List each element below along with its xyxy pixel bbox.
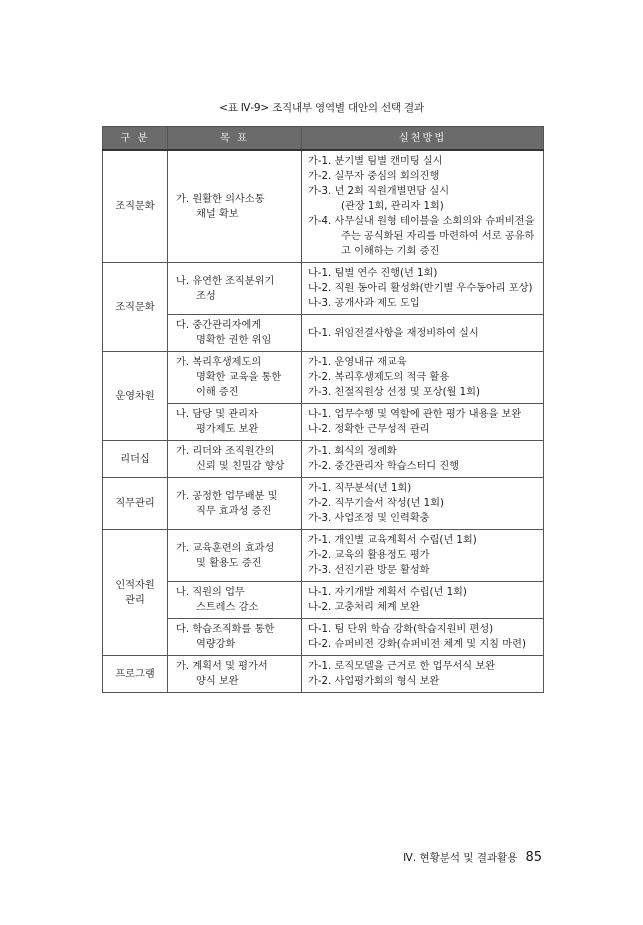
- table-row: [103, 315, 544, 352]
- goal-text: 다. 학습조직화를 통한 역량강화: [176, 624, 275, 650]
- goal-text: 나. 유연한 조직분위기 조성: [176, 275, 275, 302]
- action-item: 가-1. 분기별 팀별 캔미팅 실시: [308, 156, 443, 167]
- action-item: 가-1. 로직모델을 근거로 한 업무서식 보완: [308, 661, 496, 672]
- action-item: 나-1. 업무수행 및 역할에 관한 평가 내용을 보완: [308, 409, 522, 420]
- page-number: 85: [525, 850, 542, 865]
- action-cell: [302, 656, 544, 693]
- goal-cell: [168, 150, 302, 263]
- table-row: [103, 619, 544, 656]
- action-item: 다-2. 슈퍼비전 강화(슈퍼비전 체계 및 지침 마련): [308, 639, 526, 650]
- action-cell: [302, 582, 544, 619]
- goal-cell: [168, 619, 302, 656]
- action-cell: [302, 150, 544, 263]
- category-cell: 조직문화: [103, 263, 168, 352]
- goal-cell: [168, 656, 302, 693]
- action-item: 가-1. 운영내규 재교육: [308, 357, 407, 368]
- goal-cell: [168, 441, 302, 478]
- action-cell: [302, 619, 544, 656]
- header-category: 구 분: [103, 127, 168, 151]
- table-row: [103, 656, 544, 693]
- category-cell: 조직문화: [103, 150, 168, 263]
- action-item: 나-2. 정확한 근무성적 관리: [308, 424, 430, 435]
- action-item: 가-1. 회식의 정례화: [308, 446, 397, 457]
- goal-text: 나. 직원의 업무 스트레스 감소: [176, 587, 259, 613]
- action-item: 나-2. 직원 동아리 활성화(반기별 우수동아리 포상): [308, 283, 533, 294]
- header-goal: 목 표: [168, 127, 302, 151]
- action-item: 가-3. 선진기관 방문 활성화: [308, 565, 430, 576]
- action-item: 다-1. 위임전결사항을 재정비하여 실시: [308, 327, 479, 339]
- goal-cell: [168, 582, 302, 619]
- category-cell: 프로그램: [103, 656, 168, 693]
- action-item: 가-1. 직무분석(년 1회): [308, 483, 412, 494]
- goal-cell: [168, 352, 302, 404]
- action-item: 가-2. 직무기술서 작성(년 1회): [308, 498, 444, 509]
- header-action: 실천방법: [302, 127, 544, 151]
- goal-cell: [168, 478, 302, 530]
- goal-cell: [168, 263, 302, 315]
- table-row: [103, 478, 544, 530]
- action-item: 가-3. 사업조정 및 인력확충: [308, 513, 430, 524]
- action-item: 가-2. 복리후생제도의 적극 활용: [308, 372, 450, 383]
- table-row: [103, 263, 544, 315]
- action-item: 가-3. 친절직원상 선정 및 포상(월 1회): [308, 387, 480, 398]
- action-item: 가-2. 교육의 활용정도 평가: [308, 550, 430, 561]
- action-item: 나-1. 자기개발 계획서 수립(년 1회): [308, 587, 467, 598]
- action-cell: [302, 352, 544, 404]
- action-cell: [302, 404, 544, 441]
- table-row: [103, 530, 544, 582]
- action-cell: [302, 530, 544, 582]
- goal-cell: [168, 315, 302, 352]
- action-item: 가-2. 중간관리자 학습스터디 진행: [308, 461, 460, 472]
- goal-text: 가. 리더와 조직원간의 신뢰 및 친밀감 향상: [176, 446, 285, 472]
- category-cell: 리더십: [103, 441, 168, 478]
- action-item: 가-4. 사무실내 원형 테이블을 소회의와 슈퍼비전을 주는 공식화된 자리를 마련하여 서로 공유하고 이해하는 기회 증진: [308, 216, 535, 257]
- action-item: 나-2. 고충처리 체계 보완: [308, 602, 420, 613]
- goal-text: 가. 계획서 및 평가서 양식 보완: [176, 661, 268, 687]
- goal-text: 다. 중간관리자에게 명확한 권한 위임: [176, 320, 272, 346]
- action-cell: [302, 315, 544, 352]
- action-item: 나-3. 공개사과 제도 도입: [308, 298, 420, 309]
- table-caption: <표 Ⅳ-9> 조직내부 영역별 대안의 선택 결과: [219, 102, 424, 114]
- table-row: [103, 582, 544, 619]
- category-cell: 인적자원 관리: [103, 530, 168, 656]
- goal-text: 가. 교육훈련의 효과성 및 활용도 증진: [176, 542, 275, 569]
- table-row: [103, 150, 544, 263]
- action-cell: [302, 263, 544, 315]
- action-item: 가-3. 년 2회 직원개별면담 실시 (관장 1회, 관리자 1회): [308, 186, 450, 212]
- page-footer: [0, 850, 542, 865]
- table-row: [103, 352, 544, 404]
- action-item: 다-1. 팀 단위 학습 강화(학습지원비 편성): [308, 624, 494, 635]
- strategy-table: [102, 126, 544, 693]
- action-item: 가-2. 실무자 중심의 회의진행: [308, 171, 440, 182]
- goal-text: 가. 원활한 의사소통 채널 확보: [176, 193, 265, 220]
- action-cell: [302, 478, 544, 530]
- goal-cell: [168, 404, 302, 441]
- goal-text: 나. 담당 및 관리자 평가제도 보완: [176, 409, 259, 435]
- action-item: 가-2. 사업평가회의 형식 보완: [308, 676, 440, 687]
- category-cell: 운영차원: [103, 352, 168, 441]
- goal-cell: [168, 530, 302, 582]
- category-cell: 직무관리: [103, 478, 168, 530]
- footer-section: Ⅳ. 현황분석 및 결과활용: [403, 852, 518, 864]
- action-item: 가-1. 개인별 교육계획서 수립(년 1회): [308, 535, 477, 546]
- table-row: [103, 441, 544, 478]
- table-body: [103, 150, 544, 693]
- table-header-row: [103, 127, 544, 151]
- table-row: [103, 404, 544, 441]
- goal-text: 가. 복리후생제도의 명확한 교육을 통한 이해 증진: [176, 357, 282, 398]
- action-item: 나-1. 팀별 연수 진행(년 1회): [308, 268, 438, 279]
- goal-text: 가. 공정한 업무배분 및 직무 효과성 증진: [176, 490, 278, 517]
- action-cell: [302, 441, 544, 478]
